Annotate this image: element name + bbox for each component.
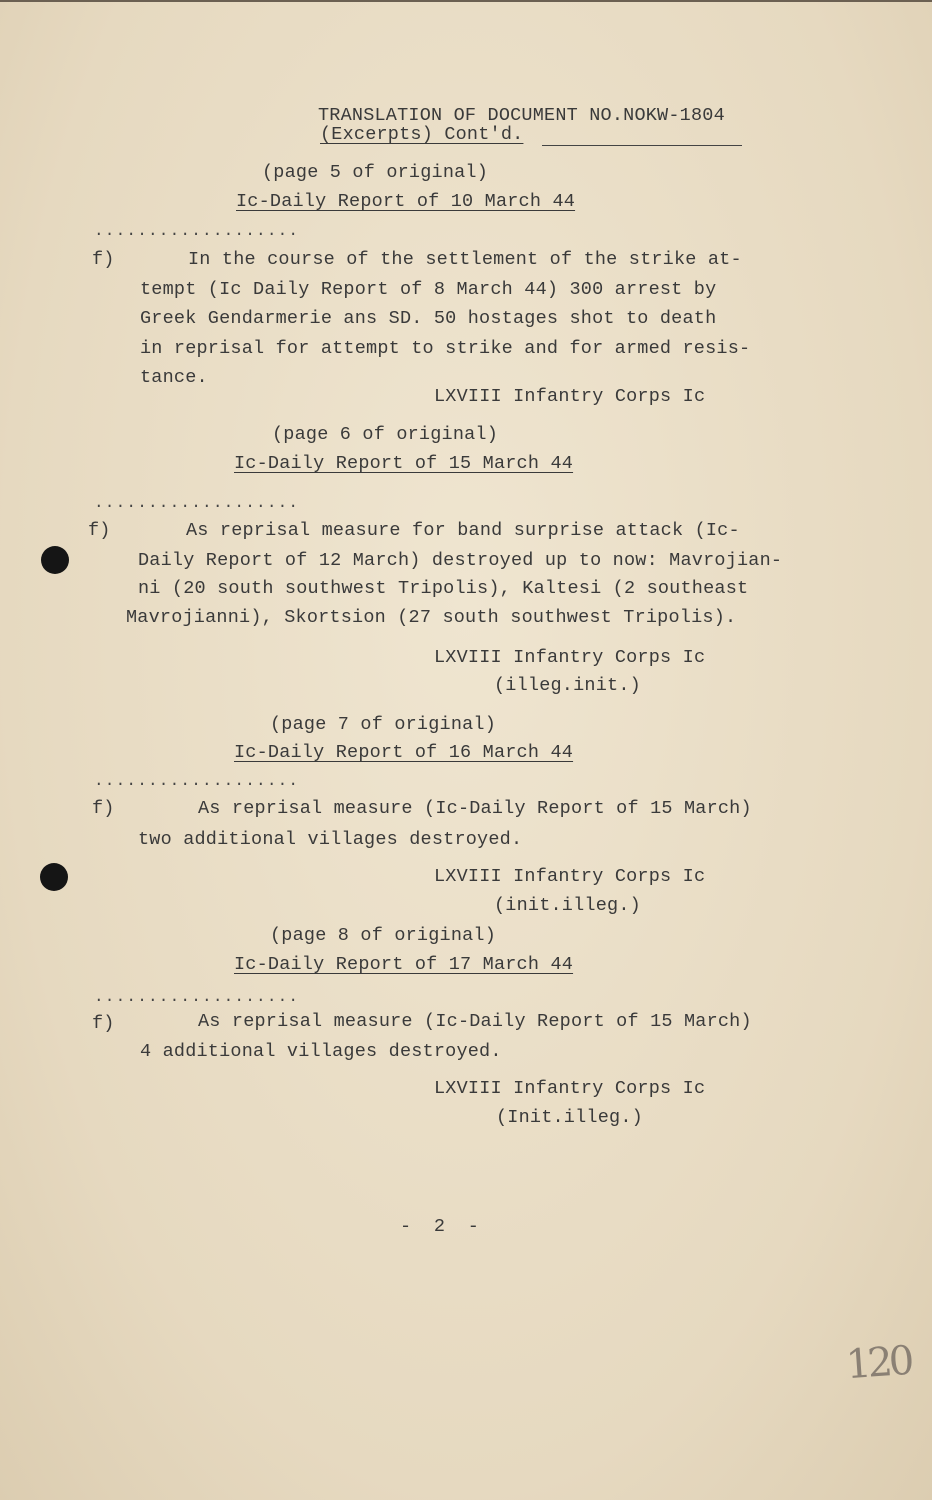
paragraph-line: As reprisal measure (Ic-Daily Report of 15 March)	[198, 1011, 752, 1032]
paragraph-line: Mavrojianni), Skortsion (27 south southwest Tripolis).	[126, 607, 737, 628]
report-title: Ic-Daily Report of 15 March 44	[234, 453, 574, 474]
paragraph-line: tance.	[140, 367, 208, 388]
paragraph-line: As reprisal measure (Ic-Daily Report of 15 March)	[198, 798, 752, 819]
paragraph-line: In the course of the settlement of the strike at-	[188, 249, 742, 270]
paragraph-line: ni (20 south southwest Tripolis), Kaltesi (2 southeast	[138, 578, 749, 599]
paragraph-line: two additional villages destroyed.	[138, 829, 523, 850]
header-rule	[542, 145, 742, 146]
signature-initials: (illeg.init.)	[494, 675, 641, 696]
paragraph-line: in reprisal for attempt to strike and for armed resis-	[140, 338, 751, 359]
item-label: f)	[92, 1013, 115, 1034]
dot-separator: ...................	[94, 222, 300, 240]
signature-line: LXVIII Infantry Corps Ic	[434, 386, 706, 407]
report-title: Ic-Daily Report of 17 March 44	[234, 954, 574, 975]
dot-separator: ...................	[94, 772, 300, 790]
item-label: f)	[92, 249, 115, 270]
paragraph-line: Greek Gendarmerie ans SD. 50 hostages shot to death	[140, 308, 717, 329]
binder-hole	[40, 863, 68, 891]
report-title: Ic-Daily Report of 16 March 44	[234, 742, 574, 763]
page-reference: (page 7 of original)	[270, 714, 497, 735]
paragraph-line: 4 additional villages destroyed.	[140, 1041, 502, 1062]
page-number: - 2 -	[400, 1216, 480, 1237]
pencil-margin-note: 120	[844, 1337, 912, 1389]
signature-line: LXVIII Infantry Corps Ic	[434, 1078, 706, 1099]
paragraph-line: Daily Report of 12 March) destroyed up to now: Mavrojian-	[138, 550, 783, 571]
page-reference: (page 8 of original)	[270, 925, 497, 946]
paragraph-line: As reprisal measure for band surprise attack (Ic-	[186, 520, 740, 541]
page-reference: (page 6 of original)	[272, 424, 499, 445]
document-subtitle: (Excerpts) Cont'd.	[320, 124, 524, 145]
binder-hole	[41, 546, 69, 574]
dot-separator: ...................	[94, 494, 300, 512]
signature-initials: (Init.illeg.)	[496, 1107, 643, 1128]
dot-separator: ...................	[94, 988, 300, 1006]
document-title: TRANSLATION OF DOCUMENT NO.NOKW-1804	[318, 105, 725, 126]
item-label: f)	[92, 798, 115, 819]
page-reference: (page 5 of original)	[262, 162, 489, 183]
signature-initials: (init.illeg.)	[494, 895, 641, 916]
item-label: f)	[88, 520, 111, 541]
paragraph-line: tempt (Ic Daily Report of 8 March 44) 300 arrest by	[140, 279, 717, 300]
signature-line: LXVIII Infantry Corps Ic	[434, 647, 706, 668]
top-edge-line	[0, 0, 932, 2]
report-title: Ic-Daily Report of 10 March 44	[236, 191, 576, 212]
signature-line: LXVIII Infantry Corps Ic	[434, 866, 706, 887]
